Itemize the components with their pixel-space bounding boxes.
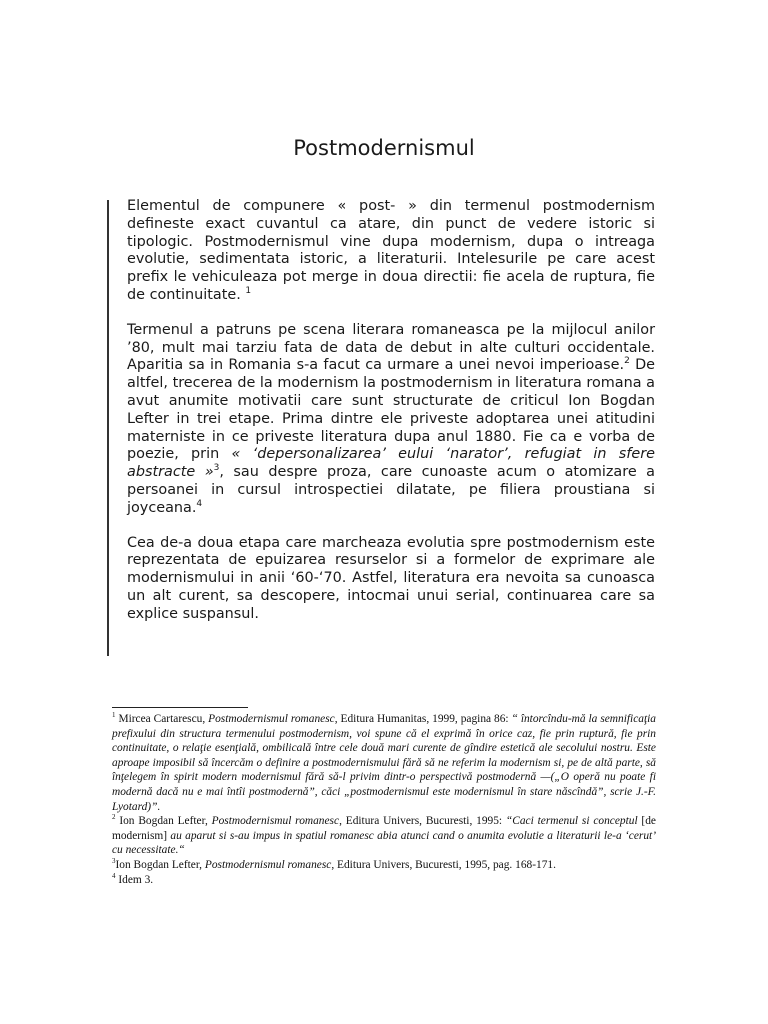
- footnote-1: [112, 712, 656, 814]
- footnote-3: [112, 858, 656, 873]
- footnote-4-text: Idem 3.: [115, 873, 154, 886]
- main-text: [127, 198, 655, 624]
- footnote-4-number: 4: [112, 871, 116, 880]
- footnote-1-publisher: , Editura Humanitas, 1999, pagina 86:: [334, 713, 512, 725]
- footnote-1-work: Postmodernismul romanesc: [208, 713, 335, 725]
- footnote-ref-4[interactable]: 4: [196, 498, 203, 509]
- footnote-ref-2[interactable]: 2: [624, 356, 630, 367]
- footnote-1-quote: “ întorcîndu-mă la semnificaţia prefixului din structura termenului postmodernism, voi spune că el exprimă în orice caz, fie prin ruptură, fie prin continuitate, o relaţie esenţială, ombilicală între cele două mari curente de gîndire estetică ale secolului nostru. Este aproape imposibil să încercăm o definire a postmodernismului fără să ne referim la modernism si, pe de altă parte, să înţelegem în spirit modern modernismul fără să-l privim dintr-o perspectivă postmodernă —(„O operă nu poate fi modernă dacă nu e mai întîi postmodernă”, căci „postmodernismul este modernismul în stare născîndă”, scrie J.-F. Lyotard)”.: [112, 713, 657, 813]
- footnote-3-work: Postmodernismul romanesc: [204, 858, 332, 871]
- paragraph-1-text: Elementul de compunere « post- » din termenul postmodernism defineste exact cuvantul ca atare, din punct de vedere istoric si tipologic. Postmodernismul vine dupa modernism, dupa o intreaga evolutie, sedimentata istoric, a literaturii. Intelesurile pe care acest prefix le vehiculeaza pot merge in doua directii: fie acela de ruptura, fie de continuitate.: [127, 198, 655, 303]
- footnote-3-publisher: , Editura Univers, Bucuresti, 1995, pag. 168-171.: [331, 858, 556, 871]
- footnote-1-number: 1: [112, 711, 116, 720]
- paragraph-2-text-a: Termenul a patruns pe scena literara romaneasca pe la mijlocul anilor ’80, mult mai tarziu fata de data de debut in alte culturi occidentale. Aparitia sa in Romania s-a facut ca urmare a unei nevoi imperioase.: [127, 321, 655, 374]
- footnote-3-number: 3: [112, 857, 116, 866]
- page-title: Postmodernismul: [293, 136, 475, 160]
- footnote-2-author: Ion Bogdan Lefter,: [115, 815, 212, 828]
- footnote-2-quote-a: “Caci termenul si conceptul: [505, 815, 638, 828]
- paragraph-2-quote: « ‘depersonalizarea’ eului ‘narator’, refugiat in sfere abstracte »: [127, 446, 655, 481]
- footnote-1-author: Mircea Cartarescu,: [115, 713, 209, 725]
- footnote-2-publisher: , Editura Univers, Bucuresti, 1995:: [339, 815, 506, 828]
- paragraph-1: [127, 198, 655, 305]
- paragraph-2: [127, 322, 655, 518]
- footnote-2-number: 2: [112, 813, 116, 822]
- paragraph-3: Cea de-a doua etapa care marcheaza evolutia spre postmodernism este reprezentata de epuizarea resurselor si a formelor de exprimare ale modernismului in anii ‘60-‘70. Astfel, literatura era nevoita sa cunoasca un alt curent, sa descopere, intocmai unui serial, continuarea care sa explice suspansul.: [127, 534, 655, 622]
- footnotes: [112, 712, 656, 887]
- footnote-ref-3[interactable]: 3: [213, 463, 220, 474]
- paragraph-2-text-c: , sau despre proza, care cunoaste acum o atomizare a persoanei in cursul introspectiei dilatate, pe filiera proustiana si joyceana.: [127, 464, 655, 516]
- margin-bar: [107, 200, 109, 656]
- footnote-2: [112, 814, 656, 858]
- footnote-3-author: Ion Bogdan Lefter,: [115, 858, 205, 871]
- footnote-2-bracket: [de modernism]: [112, 815, 656, 842]
- footnote-ref-1[interactable]: 1: [245, 286, 252, 297]
- footnote-4: [112, 873, 656, 888]
- footnote-2-work: Postmodernismul romanesc: [211, 815, 340, 828]
- footnote-2-quote-b: au aparut si s-au impus in spatiul romanesc abia atunci cand o anumita evolutie a literaturii le-a ‘cerut’ cu necessitate.“: [112, 829, 656, 857]
- paragraph-2-text-b: De altfel, trecerea de la modernism la postmodernism in literatura romana a avut anumite motivatii care sunt structurate de criticul Ion Bogdan Lefter in trei etape. Prima dintre ele priveste adoptarea unei atitudini materniste in ce priveste literatura dupa anul 1880. Fie ca e vorba de poezie, prin: [127, 357, 656, 463]
- footnote-separator: [112, 707, 248, 708]
